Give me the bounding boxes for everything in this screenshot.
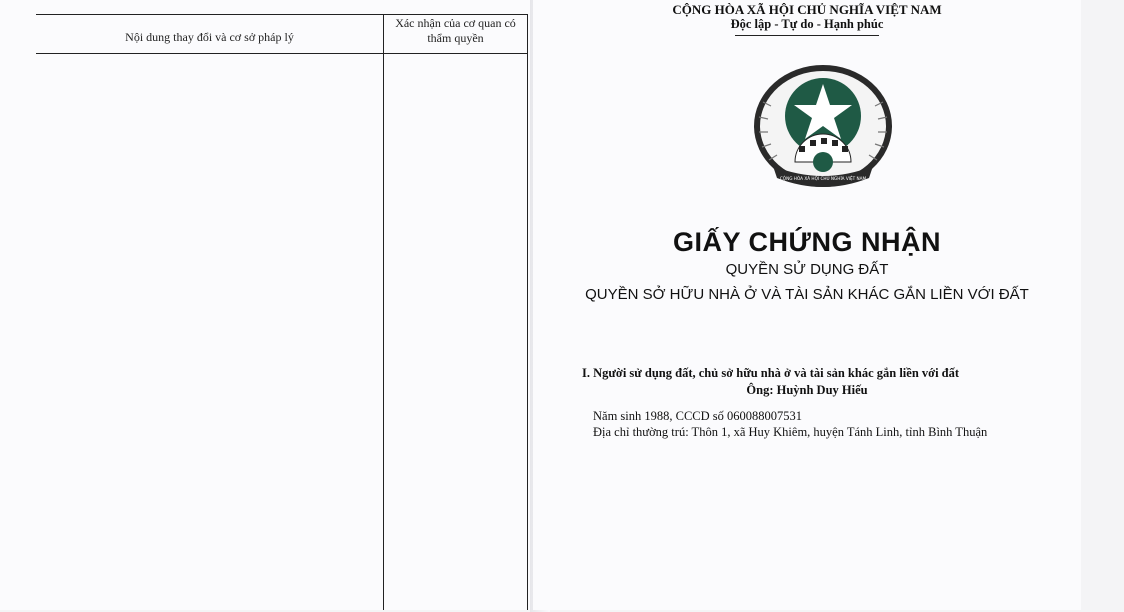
owner-address: Địa chỉ thường trú: Thôn 1, xã Huy Khiêm, huyện Tánh Linh, tỉnh Bình Thuận (593, 425, 988, 439)
table-header-bottom-border (36, 53, 528, 54)
table-right-border (527, 14, 528, 610)
emblem-ribbon-text: CỘNG HÒA XÃ HỘI CHỦ NGHĨA VIỆT NAM (779, 176, 867, 181)
certificate-subtitle-ownership: QUYỀN SỞ HỮU NHÀ Ở VÀ TÀI SẢN KHÁC GẮN LIỀN VỚI ĐẤT (585, 286, 1029, 303)
owner-name: Ông: Huỳnh Duy Hiếu (746, 383, 868, 397)
country-name: CỘNG HÒA XÃ HỘI CHỦ NGHĨA VIỆT NAM (672, 2, 942, 17)
national-motto: Độc lập - Tự do - Hạnh phúc (730, 17, 884, 31)
table-header-content: Nội dung thay đổi và cơ sở pháp lý (125, 30, 294, 44)
right-margin (1081, 0, 1124, 612)
section-1-heading: I. Người sử dụng đất, chủ sở hữu nhà ở và tài sản khác gắn liền với đất (582, 366, 960, 380)
left-page (0, 0, 531, 610)
table-top-border (36, 14, 528, 15)
national-emblem-icon (751, 62, 896, 192)
owner-birth-id: Năm sinh 1988, CCCD số 060088007531 (593, 409, 803, 423)
right-page (533, 0, 1081, 610)
certificate-title: GIẤY CHỨNG NHẬN (673, 227, 941, 257)
certificate-subtitle-land-use: QUYỀN SỬ DỤNG ĐẤT (725, 261, 889, 278)
table-divider-line (383, 14, 384, 610)
motto-underline (735, 35, 879, 36)
table-header-confirmation: Xác nhận của cơ quan có thẩm quyền (395, 16, 516, 45)
